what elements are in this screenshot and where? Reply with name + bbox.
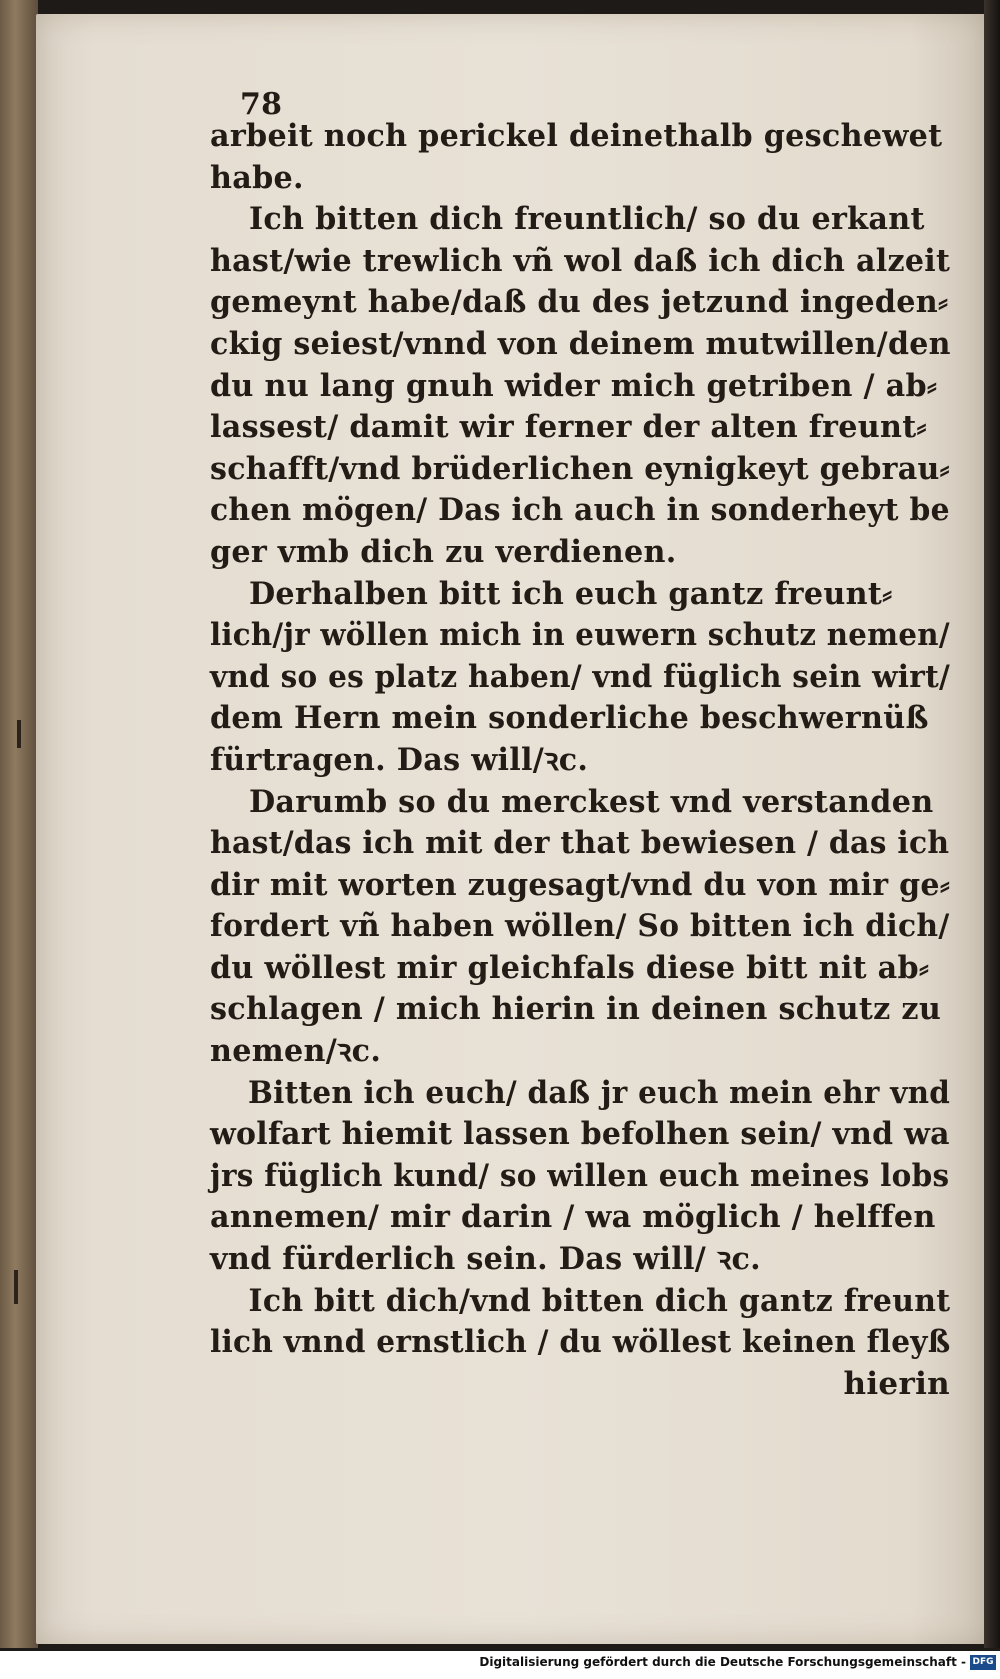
page-number: 78 [240, 87, 283, 122]
text-line: lich/jr wöllen mich in euwern schutz nemen/ [210, 617, 950, 654]
text-line: Derhalben bitt ich euch gantz freunt⸗ [248, 575, 893, 612]
text-line: Bitten ich euch/ daß jr euch mein ehr vnd [247, 1074, 951, 1111]
dfg-logo: DFG [970, 1655, 996, 1670]
funding-credit: Digitalisierung gefördert durch die Deutsche Forschungsgemeinschaft - [479, 1655, 966, 1669]
binding-mark [17, 720, 21, 748]
text-line: arbeit noch perickel deinethalb geschewet [210, 118, 943, 154]
text-line: Ich bitten dich freuntlich/ so du erkant [248, 201, 925, 238]
page-text-block [210, 86, 970, 1405]
book-binding-edge [0, 0, 38, 1660]
text-line: fordert vñ haben wöllen/ So bitten ich dich/ [210, 908, 950, 945]
text-line: vnd so es platz haben/ vnd füglich sein wirt/ [210, 658, 951, 695]
text-line: wolfart hiemit lassen befolhen sein/ vnd wa [210, 1116, 950, 1153]
text-line: vnd fürderlich sein. Das will/ ꝛc. [210, 1241, 761, 1278]
text-line: du nu lang gnuh wider mich getriben / ab⸗ [210, 367, 938, 404]
text-line: du wöllest mir gleichfals diese bitt nit ab⸗ [210, 949, 930, 986]
text-line: ckig seiest/vnnd von deinem mutwillen/den [210, 325, 951, 362]
text-line: lassest/ damit wir ferner der alten freunt⸗ [210, 409, 927, 446]
text-line: hast/das ich mit der that bewiesen / das ich [210, 825, 950, 862]
text-line: schafft/vnd brüderlichen eynigkeyt gebrau⸗ [210, 450, 950, 487]
text-line: schlagen / mich hierin in deinen schutz zu [210, 991, 942, 1028]
text-line: dir mit worten zugesagt/vnd du von mir ge⸗ [210, 866, 951, 903]
text-line: Ich bitt dich/vnd bitten dich gantz freunt [248, 1282, 951, 1319]
page-right-edge [984, 0, 1000, 1660]
text-line: fürtragen. Das will/ꝛc. [210, 741, 589, 778]
text-line: chen mögen/ Das ich auch in sonderheyt be [210, 492, 950, 529]
text-lines [210, 116, 970, 1364]
text-line: dem Hern mein sonderliche beschwernüß [210, 700, 929, 737]
catchword: hierin [843, 1365, 950, 1402]
text-line: jrs füglich kund/ so willen euch meines lobs [210, 1157, 950, 1194]
text-line: annemen/ mir darin / wa möglich / helffen [210, 1199, 936, 1236]
text-line: ger vmb dich zu verdienen. [210, 533, 677, 570]
text-line: hast/wie trewlich vñ wol daß ich dich alzeit [210, 242, 951, 279]
text-line: nemen/ꝛc. [210, 1033, 382, 1070]
text-line: lich vnnd ernstlich / du wöllest keinen fleyß [210, 1324, 951, 1361]
text-line: habe. [210, 159, 304, 196]
text-line: gemeynt habe/daß du des jetzund ingeden⸗ [210, 284, 949, 321]
text-line: Darumb so du merckest vnd verstanden [248, 783, 934, 820]
binding-mark [14, 1270, 18, 1304]
footer-bar [0, 1648, 1000, 1679]
